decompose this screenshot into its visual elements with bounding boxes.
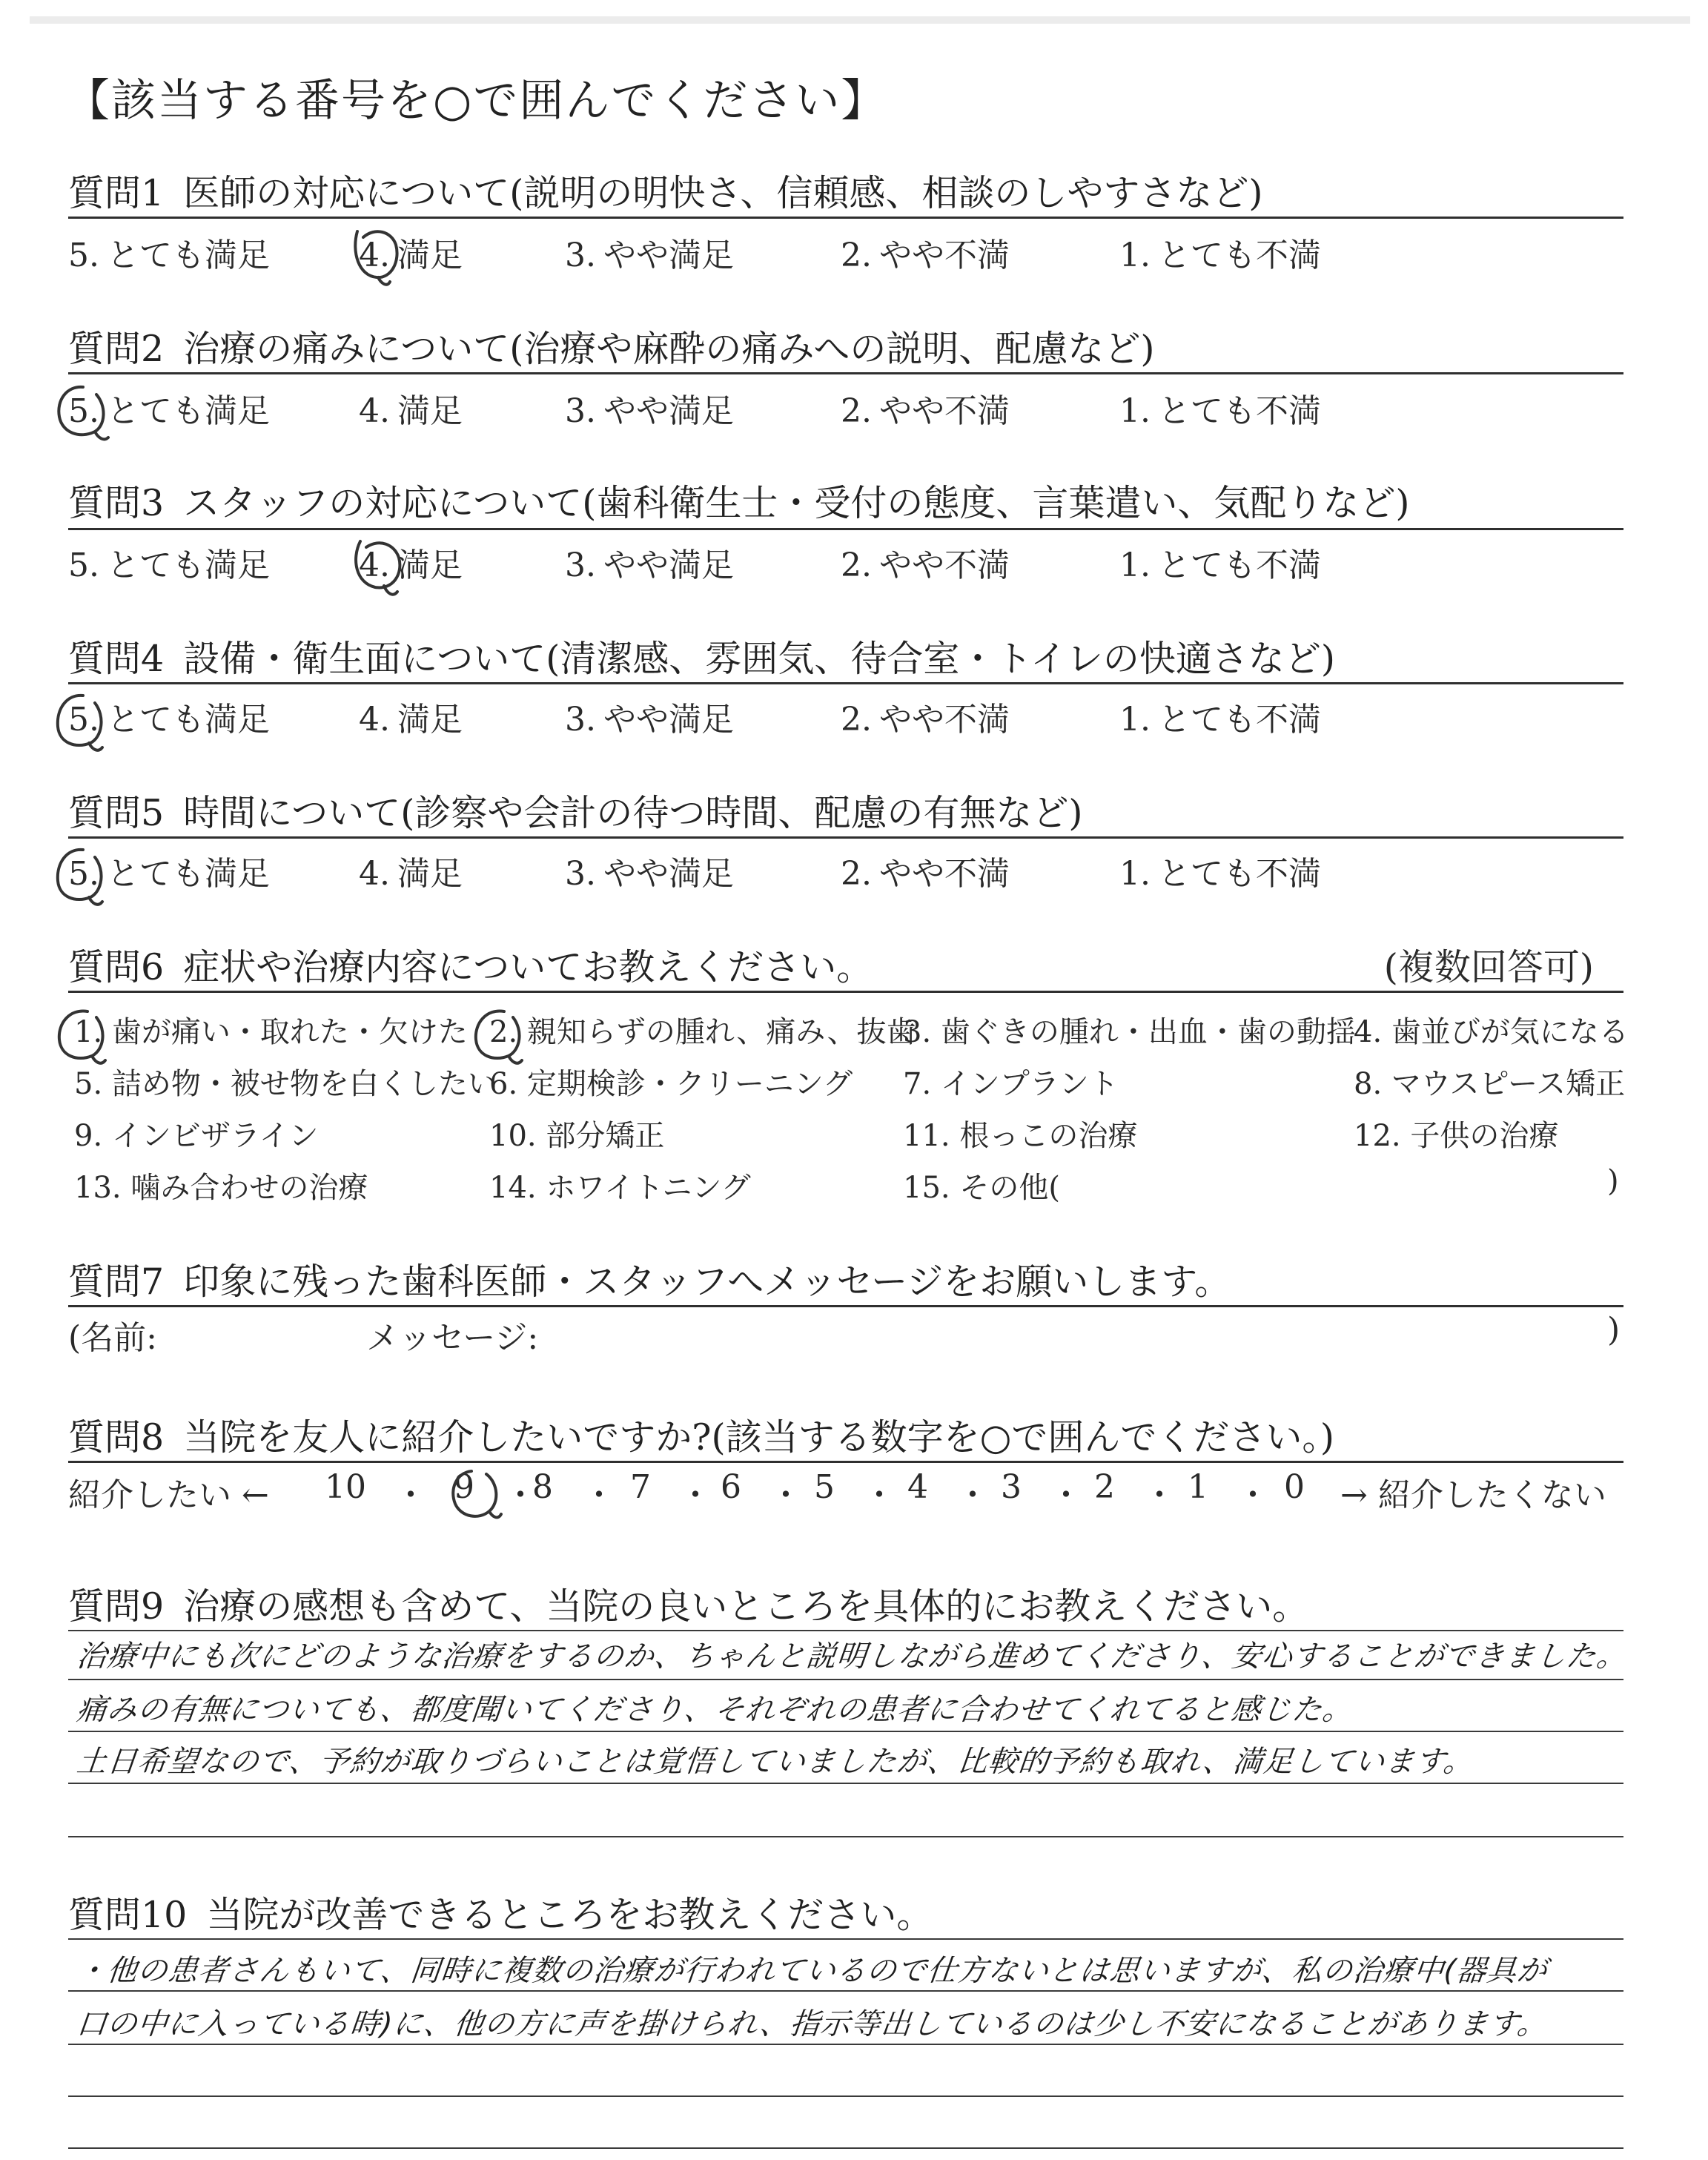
question-7-rule bbox=[68, 1305, 1623, 1307]
q9-line-rule-3 bbox=[68, 1731, 1623, 1732]
scale-3[interactable]: 3 bbox=[1001, 1468, 1022, 1506]
scale-8[interactable]: 8 bbox=[532, 1468, 553, 1506]
question-6-title: 質問6 症状や治療内容についてお教えください。 bbox=[68, 946, 873, 988]
q6-option-11[interactable]: 11. 根っこの治療 bbox=[903, 1119, 1138, 1153]
question-2-rule bbox=[68, 372, 1623, 374]
q3-option-2[interactable]: 2. やや不満 bbox=[841, 546, 1010, 584]
q9-answer-line-1: 治療中にも次にどのような治療をするのか、ちゃんと説明しながら進めてくださり、安心することができました。 bbox=[75, 1639, 1629, 1674]
question-1-title bbox=[68, 165, 1262, 217]
q5-option-2[interactable]: 2. やや不満 bbox=[841, 855, 1010, 893]
q5-option-3[interactable]: 3. やや満足 bbox=[565, 855, 734, 893]
scale-4[interactable]: 4 bbox=[907, 1468, 928, 1506]
q4-option-5[interactable]: 5. とても満足 bbox=[68, 701, 270, 739]
scale-dot: ・ bbox=[394, 1476, 427, 1514]
question-10-title: 質問10 当院が改善できるところをお教えください。 bbox=[68, 1894, 933, 1936]
message-close-paren: ) bbox=[1607, 1311, 1621, 1349]
q9-line-rule-1 bbox=[68, 1630, 1623, 1631]
q10-line-rule-5 bbox=[68, 2147, 1623, 2149]
q6-option-8[interactable]: 8. マウスピース矯正 bbox=[1354, 1067, 1626, 1101]
q10-line-rule-1 bbox=[68, 1938, 1623, 1940]
scale-6[interactable]: 6 bbox=[721, 1468, 741, 1506]
q5-option-1[interactable]: 1. とても不満 bbox=[1119, 855, 1321, 893]
question-7-title: 質問7 印象に残った歯科医師・スタッフへメッセージをお願いします。 bbox=[68, 1261, 1231, 1303]
question-8-rule bbox=[68, 1461, 1623, 1463]
scale-1[interactable]: 1 bbox=[1188, 1468, 1208, 1506]
question-4-rule bbox=[68, 682, 1623, 684]
scale-left-label: 紹介したい ← bbox=[68, 1476, 269, 1514]
q3-option-5[interactable]: 5. とても満足 bbox=[68, 546, 270, 584]
q6-option-14[interactable]: 14. ホワイトニング bbox=[489, 1171, 751, 1205]
q10-answer-line-2: 口の中に入っている時)に、他の方に声を掛けられ、指示等出しているのは少し不安になることがあります。 bbox=[75, 2007, 1549, 2041]
question-1-text: 医師の対応について(説明の明快さ、信頼感、相談のしやすさなど) bbox=[183, 172, 1263, 214]
question-1-rule bbox=[68, 217, 1623, 219]
q6-other-close-paren: ) bbox=[1607, 1164, 1619, 1198]
q9-line-rule-2 bbox=[68, 1679, 1623, 1680]
q6-option-1[interactable]: 1. 歯が痛い・取れた・欠けた bbox=[74, 1015, 468, 1049]
q3-option-3[interactable]: 3. やや満足 bbox=[565, 546, 734, 584]
q6-option-5[interactable]: 5. 詰め物・被せ物を白くしたい bbox=[74, 1067, 497, 1101]
scale-dot: ・ bbox=[769, 1476, 802, 1514]
question-9-title: 質問9 治療の感想も含めて、当院の良いところを具体的にお教えください。 bbox=[68, 1585, 1309, 1628]
q9-answer-line-2: 痛みの有無についても、都度聞いてくださり、それぞれの患者に合わせてくれてると感じた。 bbox=[75, 1693, 1355, 1727]
question-3-rule bbox=[68, 528, 1623, 530]
q2-option-1[interactable]: 1. とても不満 bbox=[1119, 392, 1321, 430]
q4-option-4[interactable]: 4. 満足 bbox=[359, 701, 463, 739]
multiple-answers-note: (複数回答可) bbox=[1383, 946, 1594, 988]
q4-option-2[interactable]: 2. やや不満 bbox=[841, 701, 1010, 739]
question-2-title: 質問2 治療の痛みについて(治療や麻酔の痛みへの説明、配慮など) bbox=[68, 328, 1155, 370]
scale-dot: ・ bbox=[1143, 1476, 1176, 1514]
q9-line-rule-5 bbox=[68, 1836, 1623, 1837]
q6-option-4[interactable]: 4. 歯並びが気になる bbox=[1354, 1015, 1629, 1049]
page-heading: 【該当する番号を○で囲んでください】 bbox=[65, 75, 887, 127]
scale-10[interactable]: 10 bbox=[325, 1468, 366, 1506]
q6-option-15[interactable]: 15. その他( bbox=[903, 1171, 1060, 1205]
q6-option-6[interactable]: 6. 定期検診・クリーニング bbox=[489, 1067, 853, 1101]
q10-line-rule-4 bbox=[68, 2095, 1623, 2097]
scan-top-edge bbox=[30, 16, 1690, 24]
scale-dot: ・ bbox=[679, 1476, 712, 1514]
question-1-number: 質問1 bbox=[68, 172, 165, 214]
name-label: (名前: bbox=[68, 1319, 157, 1357]
q1-option-2[interactable]: 2. やや不満 bbox=[841, 237, 1010, 274]
q9-answer-line-3: 土日希望なので、予約が取りづらいことは覚悟していましたが、比較的予約も取れ、満足しています。 bbox=[75, 1745, 1476, 1779]
scale-dot: ・ bbox=[956, 1476, 989, 1514]
q1-option-5[interactable]: 5. とても満足 bbox=[68, 237, 270, 274]
scale-0[interactable]: 0 bbox=[1284, 1468, 1305, 1506]
q2-option-5[interactable]: 5. とても満足 bbox=[68, 392, 270, 430]
scale-7[interactable]: 7 bbox=[630, 1468, 651, 1506]
scale-right-label: → 紹介したくない bbox=[1340, 1476, 1606, 1514]
q6-option-12[interactable]: 12. 子供の治療 bbox=[1354, 1119, 1559, 1153]
q5-option-4[interactable]: 4. 満足 bbox=[359, 855, 463, 893]
q10-line-rule-2 bbox=[68, 1990, 1623, 1992]
q2-option-2[interactable]: 2. やや不満 bbox=[841, 392, 1010, 430]
q6-option-9[interactable]: 9. インビザライン bbox=[74, 1119, 319, 1153]
question-6-rule bbox=[68, 991, 1623, 993]
scale-2[interactable]: 2 bbox=[1094, 1468, 1115, 1506]
scale-dot: ・ bbox=[504, 1476, 537, 1514]
question-3-title: 質問3 スタッフの対応について(歯科衛生士・受付の態度、言葉遣い、気配りなど) bbox=[68, 482, 1410, 524]
q4-option-3[interactable]: 3. やや満足 bbox=[565, 701, 734, 739]
q10-line-rule-3 bbox=[68, 2044, 1623, 2045]
q6-option-3[interactable]: 3. 歯ぐきの腫れ・出血・歯の動揺 bbox=[903, 1015, 1356, 1049]
q2-option-3[interactable]: 3. やや満足 bbox=[565, 392, 734, 430]
scale-dot: ・ bbox=[583, 1476, 615, 1514]
q6-option-7[interactable]: 7. インプラント bbox=[903, 1067, 1119, 1101]
q9-line-rule-4 bbox=[68, 1783, 1623, 1784]
q10-answer-line-1: ・他の患者さんもいて、同時に複数の治療が行われているので仕方ないとは思いますが、私の治療中(器具が bbox=[75, 1954, 1549, 1988]
scale-5[interactable]: 5 bbox=[814, 1468, 835, 1506]
scale-9[interactable]: 9 bbox=[454, 1468, 474, 1506]
scale-dot: ・ bbox=[863, 1476, 896, 1514]
q3-option-1[interactable]: 1. とても不満 bbox=[1119, 546, 1321, 584]
question-5-title: 質問5 時間について(診察や会計の待つ時間、配慮の有無など) bbox=[68, 792, 1083, 834]
question-4-title: 質問4 設備・衛生面について(清潔感、雰囲気、待合室・トイレの快適さなど) bbox=[68, 638, 1335, 680]
message-label: メッセージ: bbox=[366, 1319, 539, 1357]
scale-dot: ・ bbox=[1237, 1476, 1269, 1514]
q5-option-5[interactable]: 5. とても満足 bbox=[68, 855, 270, 893]
q1-option-1[interactable]: 1. とても不満 bbox=[1119, 237, 1321, 274]
question-5-rule bbox=[68, 836, 1623, 839]
q1-option-3[interactable]: 3. やや満足 bbox=[565, 237, 734, 274]
scale-dot: ・ bbox=[1050, 1476, 1082, 1514]
q6-option-2[interactable]: 2. 親知らずの腫れ、痛み、抜歯 bbox=[489, 1015, 916, 1049]
q4-option-1[interactable]: 1. とても不満 bbox=[1119, 701, 1321, 739]
q6-option-10[interactable]: 10. 部分矯正 bbox=[489, 1119, 665, 1153]
q3-option-4[interactable]: 4. 満足 bbox=[359, 546, 463, 584]
question-8-title: 質問8 当院を友人に紹介したいですか?(該当する数字を○で囲んでください。) bbox=[68, 1416, 1334, 1459]
q1-option-4[interactable]: 4. 満足 bbox=[359, 237, 463, 274]
q6-option-13[interactable]: 13. 噛み合わせの治療 bbox=[74, 1171, 368, 1205]
q2-option-4[interactable]: 4. 満足 bbox=[359, 392, 463, 430]
